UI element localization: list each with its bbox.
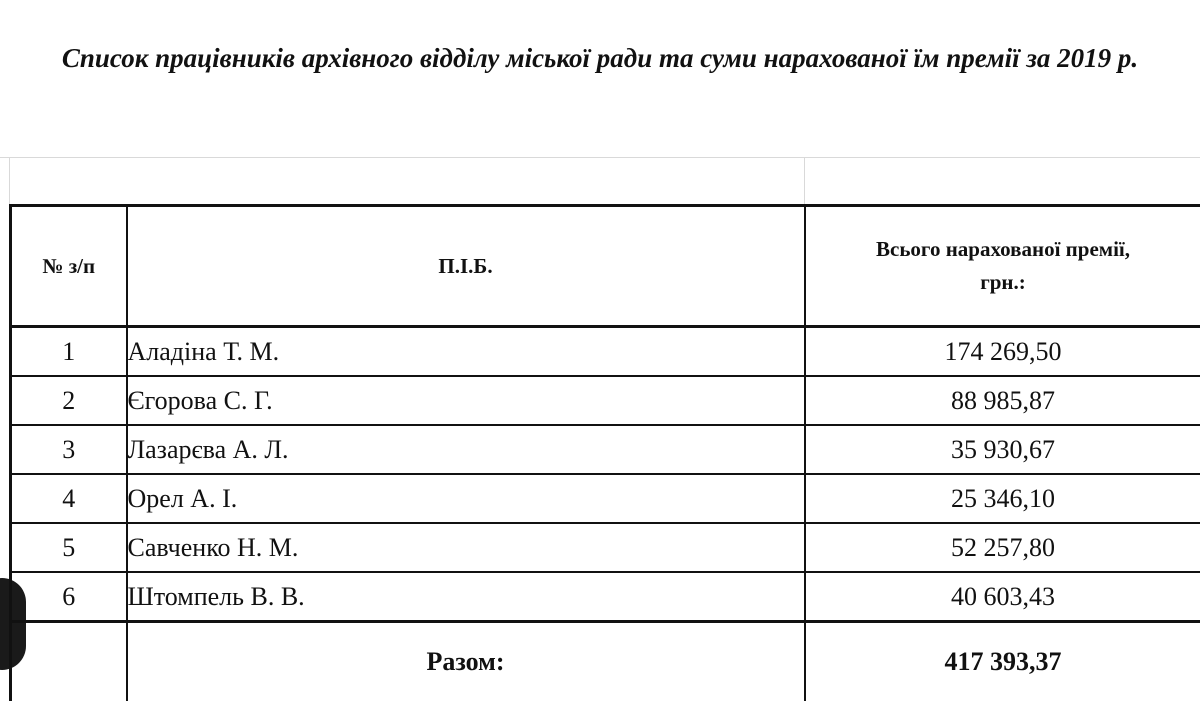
row-amount: 52 257,80	[805, 523, 1200, 572]
row-amount: 40 603,43	[805, 572, 1200, 622]
header-total-line2: грн.:	[980, 270, 1026, 294]
table-row	[11, 572, 1200, 622]
row-number: 2	[11, 376, 127, 425]
table-row	[11, 376, 1200, 425]
row-amount: 88 985,87	[805, 376, 1200, 425]
grid-line	[9, 157, 10, 205]
row-name: Орел А. І.	[127, 474, 805, 523]
table-total-row	[11, 622, 1200, 701]
row-number: 6	[11, 572, 127, 622]
total-amount: 417 393,37	[805, 622, 1200, 701]
table-row	[11, 523, 1200, 572]
table-row	[11, 474, 1200, 523]
row-name: Аладіна Т. М.	[127, 327, 805, 377]
row-number: 4	[11, 474, 127, 523]
row-name: Штомпель В. В.	[127, 572, 805, 622]
document-title: Список працівників архівного відділу міської ради та суми нарахованої їм премії за 2019 р.	[61, 43, 1139, 73]
row-amount: 174 269,50	[805, 327, 1200, 377]
grid-line	[0, 157, 1200, 158]
row-number: 1	[11, 327, 127, 377]
row-number: 3	[11, 425, 127, 474]
table-row	[11, 425, 1200, 474]
row-name: Лазарєва А. Л.	[127, 425, 805, 474]
total-empty-cell	[11, 622, 127, 701]
row-name: Савченко Н. М.	[127, 523, 805, 572]
table-header-row	[11, 206, 1200, 327]
header-number: № з/п	[11, 206, 127, 327]
row-number: 5	[11, 523, 127, 572]
grid-line	[804, 157, 805, 205]
bonus-table	[9, 204, 1200, 701]
row-amount: 25 346,10	[805, 474, 1200, 523]
row-amount: 35 930,67	[805, 425, 1200, 474]
table-row	[11, 327, 1200, 377]
total-label: Разом:	[127, 622, 805, 701]
row-name: Єгорова С. Г.	[127, 376, 805, 425]
header-name: П.І.Б.	[127, 206, 805, 327]
header-total	[805, 206, 1200, 327]
header-total-line1: Всього нарахованої премії,	[876, 237, 1130, 261]
